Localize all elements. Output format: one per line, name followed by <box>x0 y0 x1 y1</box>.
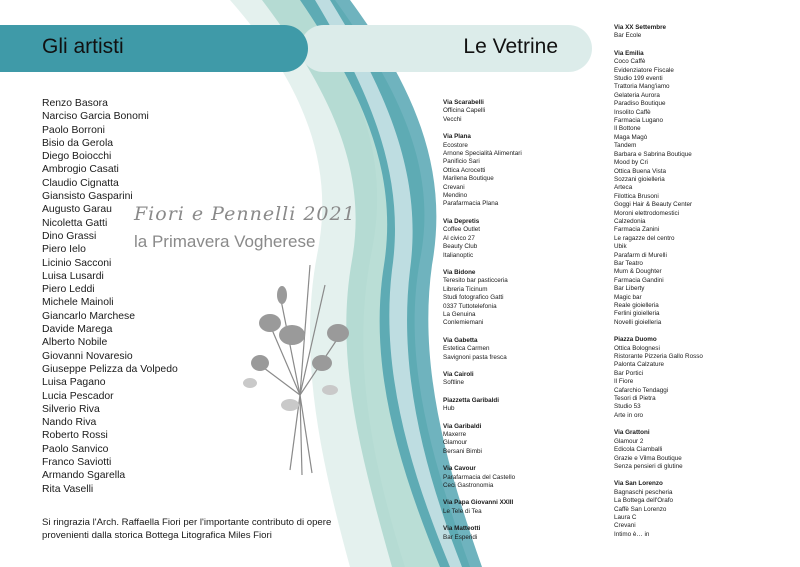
shop-name: Gelateria Aurora <box>614 91 660 99</box>
shop-name: Softline <box>443 379 465 387</box>
shop-name: Grazie e Vilma Boutique <box>614 454 682 462</box>
shop-name: Estetica Carmen <box>443 345 490 353</box>
shop-name: Trattoria Mang'iamo <box>614 83 670 91</box>
artist-name: Giancarlo Marchese <box>42 310 135 322</box>
street-group <box>443 465 522 490</box>
street-group <box>443 133 522 209</box>
event-subtitle: la Primavera Vogherese <box>134 232 316 251</box>
shop-name: Arteca <box>614 184 633 192</box>
artist-name: Claudio Cignatta <box>42 177 119 189</box>
shop-name: Farmacia Zanini <box>614 226 660 234</box>
flower-bouquet-illustration <box>230 255 370 485</box>
shop-name: Arnone Specialità Alimentari <box>443 150 522 158</box>
shop-name: Evidenziatore Fiscale <box>614 66 674 74</box>
street-name: Via Grattoni <box>614 429 650 437</box>
shop-name: Parafarmacia Plana <box>443 200 499 208</box>
shop-name: Libreria Ticinum <box>443 285 488 293</box>
shop-name: Filottica Brusoni <box>614 192 659 200</box>
shop-name: Ottica Acrocetti <box>443 166 486 174</box>
shop-name: Goggi Hair & Beauty Center <box>614 201 693 209</box>
shop-name: Magic bar <box>614 293 642 301</box>
artist-name: Davide Marega <box>42 324 113 336</box>
street-name: Via Cavour <box>443 465 476 473</box>
shop-name: Le ragazze del centro <box>614 234 675 242</box>
street-group <box>443 499 522 516</box>
shop-name: Le Tele di Tea <box>443 507 482 515</box>
shop-name: Intimo è… in <box>614 530 650 538</box>
artist-name: Rita Vaselli <box>42 483 94 495</box>
shop-name: Farmacia Lugano <box>614 117 664 125</box>
shop-name: Edicola Ciamballi <box>614 446 663 454</box>
shop-name: Officina Capelli <box>443 107 486 115</box>
shop-name: Il Fiore <box>614 378 634 386</box>
street-name: Via Gabetta <box>443 336 478 344</box>
street-name: Via Matteotti <box>443 525 481 533</box>
artist-name: Lucia Pescador <box>42 390 114 402</box>
artist-name: Ambrogio Casati <box>42 164 119 176</box>
street-group <box>614 429 703 471</box>
street-name: Via Depretis <box>443 217 480 225</box>
artist-name: Paolo Sanvico <box>42 443 109 455</box>
street-name: Via XX Settembre <box>614 24 667 31</box>
street-name: Via Emilia <box>614 49 644 57</box>
shop-name: La Bottega dell'Orafo <box>614 497 673 505</box>
artist-name: Paolo Borroni <box>42 124 105 136</box>
shop-name: Arte in oro <box>614 411 644 419</box>
street-group <box>443 269 522 328</box>
shop-name: Mum & Doughter <box>614 268 662 276</box>
artist-name: Piero Ielo <box>42 244 86 256</box>
artist-name: Silverio Riva <box>42 403 100 415</box>
shop-name: Il Bottone <box>614 125 641 133</box>
shop-name: La Genuina <box>443 310 476 318</box>
artist-name: Nando Riva <box>42 417 97 429</box>
credit-line-1: Si ringrazia l'Arch. Raffaella Fiori per l'importante contributo di opere <box>42 517 332 528</box>
shop-name: Mood by Cri <box>614 159 648 167</box>
street-group <box>443 337 522 362</box>
shop-name: Studi fotografico Gatti <box>443 294 504 302</box>
street-group <box>443 423 522 457</box>
street-group <box>614 480 703 539</box>
shop-name: Beauty Club <box>443 243 478 251</box>
street-name: Via Garibaldi <box>443 422 482 430</box>
shop-name: Sozzani gioielleria <box>614 175 665 183</box>
shop-name: Senza pensieri di glutine <box>614 462 683 470</box>
shop-name: Al civico 27 <box>443 234 475 242</box>
shop-name: Bagnaschi pescheria <box>614 488 673 496</box>
artists-list <box>42 97 178 496</box>
shop-name: Bar Esperidi <box>443 533 478 541</box>
vetrine-header <box>300 25 592 72</box>
credit-line-2: provenienti dalla storica Bottega Litografica Miles Fiori <box>42 530 272 541</box>
shop-name: Glamour 2 <box>614 437 644 445</box>
shop-name: Bersani Bimbi <box>443 447 482 455</box>
shop-name: Bar Ecole <box>614 32 642 40</box>
artist-name: Roberto Rossi <box>42 430 108 442</box>
shop-name: Moroni elettrodomestici <box>614 209 680 217</box>
shop-name: Studio 53 <box>614 403 641 411</box>
shop-name: Ristorante Pizzeria Gallo Rosso <box>614 353 703 361</box>
street-name: Piazza Duomo <box>614 336 657 344</box>
shop-name: Tesori di Pietra <box>614 395 656 403</box>
vetrine-title: Le Vetrine <box>463 35 558 58</box>
shop-name: Studio 199 eventi <box>614 75 663 83</box>
shop-name: Barbara e Sabrina Boutique <box>614 150 692 158</box>
shop-name: Ecostore <box>443 141 468 149</box>
shop-name: Novelli gioielleria <box>614 318 662 326</box>
shop-name: Italianoptic <box>443 251 474 259</box>
shop-name: Maxerre <box>443 431 467 438</box>
shop-name: Farmacia Gandini <box>614 276 664 284</box>
shop-name: Ubik <box>614 243 627 251</box>
shop-name: Cafarchio Tendaggi <box>614 386 669 394</box>
shop-name: Marilena Boutique <box>443 175 494 183</box>
artist-name: Piero Leddi <box>42 284 95 296</box>
artist-name: Franco Saviotti <box>42 457 112 469</box>
artist-name: Luisa Lusardi <box>42 270 104 282</box>
artist-name: Augusto Garau <box>42 204 112 216</box>
shop-name: Ottica Bolognesi <box>614 344 660 352</box>
shop-name: Savignoni pasta fresca <box>443 353 507 361</box>
shop-name: Coco Caffè <box>614 58 646 66</box>
shop-name: Reale gioielleria <box>614 302 659 309</box>
street-name: Via San Lorenzo <box>614 480 663 488</box>
shop-name: Ottica Buena Vista <box>614 167 667 175</box>
artist-name: Giansisto Gasparini <box>42 191 133 203</box>
street-group <box>443 99 522 124</box>
vetrine-column-2 <box>614 24 703 548</box>
artist-name: Giovanni Novaresio <box>42 350 133 362</box>
artist-name: Giuseppe Pelizza da Volpedo <box>42 363 178 375</box>
shop-name: Paradiso Boutique <box>614 100 666 108</box>
artist-name: Armando Sgarella <box>42 470 126 482</box>
shop-name: Bar Teatro <box>614 259 643 267</box>
artist-name: Licinio Sacconi <box>42 257 112 269</box>
shop-name: Parafarmacia del Castello <box>443 473 516 481</box>
shop-name: Coffee Outlet <box>443 226 480 234</box>
street-name: Via Scarabelli <box>443 99 484 106</box>
street-name: Via Cairoli <box>443 370 474 378</box>
shop-name: Calzedonia <box>614 217 646 225</box>
street-group <box>614 336 703 420</box>
shop-name: Palonta Calzature <box>614 361 665 369</box>
street-group <box>443 218 522 260</box>
shop-name: Conlemiemani <box>443 319 484 327</box>
artists-title: Gli artisti <box>42 35 124 58</box>
artist-name: Luisa Pagano <box>42 377 106 389</box>
shop-name: Caffè San Lorenzo <box>614 505 667 513</box>
shop-name: 0337 Tuttotelefonia <box>443 302 497 310</box>
street-name: Via Plana <box>443 133 471 141</box>
shop-name: Insolito Caffè <box>614 108 651 116</box>
shop-name: Ceci Gastronomia <box>443 482 494 490</box>
shop-name: Glamour <box>443 439 468 447</box>
artists-header <box>0 25 308 72</box>
street-group <box>614 50 703 327</box>
artist-name: Alberto Nobile <box>42 337 108 349</box>
event-title: Fiori e Pennelli 2021 <box>134 203 356 225</box>
shop-name: Crevani <box>443 183 465 191</box>
shop-name: Maga Magò <box>614 133 648 141</box>
shop-name: Panificio Sari <box>443 158 480 166</box>
credit-text <box>42 516 402 542</box>
artist-name: Narciso Garcia Bonomi <box>42 111 149 123</box>
street-group <box>443 371 522 388</box>
street-name: Via Bidone <box>443 268 476 276</box>
shop-name: Tandem <box>614 142 637 150</box>
street-group <box>614 24 703 41</box>
artist-name: Renzo Basora <box>42 98 108 109</box>
shop-name: Laura C <box>614 513 637 521</box>
artist-name: Nicoletta Gatti <box>42 217 108 229</box>
artist-name: Bisio da Gerola <box>42 137 114 149</box>
shop-name: Mendino <box>443 192 468 200</box>
street-name: Via Papa Giovanni XXIII <box>443 499 514 507</box>
artist-name: Michele Mainoli <box>42 297 114 309</box>
artist-name: Dino Grassi <box>42 230 97 242</box>
shop-name: Vecchi <box>443 115 462 123</box>
artist-name: Diego Boiocchi <box>42 151 112 163</box>
shop-name: Bar Portici <box>614 369 644 377</box>
shop-name: Ferlini gioielleria <box>614 310 660 318</box>
shop-name: Bar Liberty <box>614 285 645 293</box>
vetrine-column-1 <box>443 99 522 551</box>
shop-name: Teresito bar pasticceria <box>443 277 508 285</box>
street-group <box>443 397 522 414</box>
street-name: Piazzetta Garibaldi <box>443 396 499 404</box>
shop-name: Crevani <box>614 522 636 530</box>
shop-name: Parafarm di Murelli <box>614 251 667 259</box>
street-group <box>443 525 522 542</box>
shop-name: Hub <box>443 405 455 413</box>
